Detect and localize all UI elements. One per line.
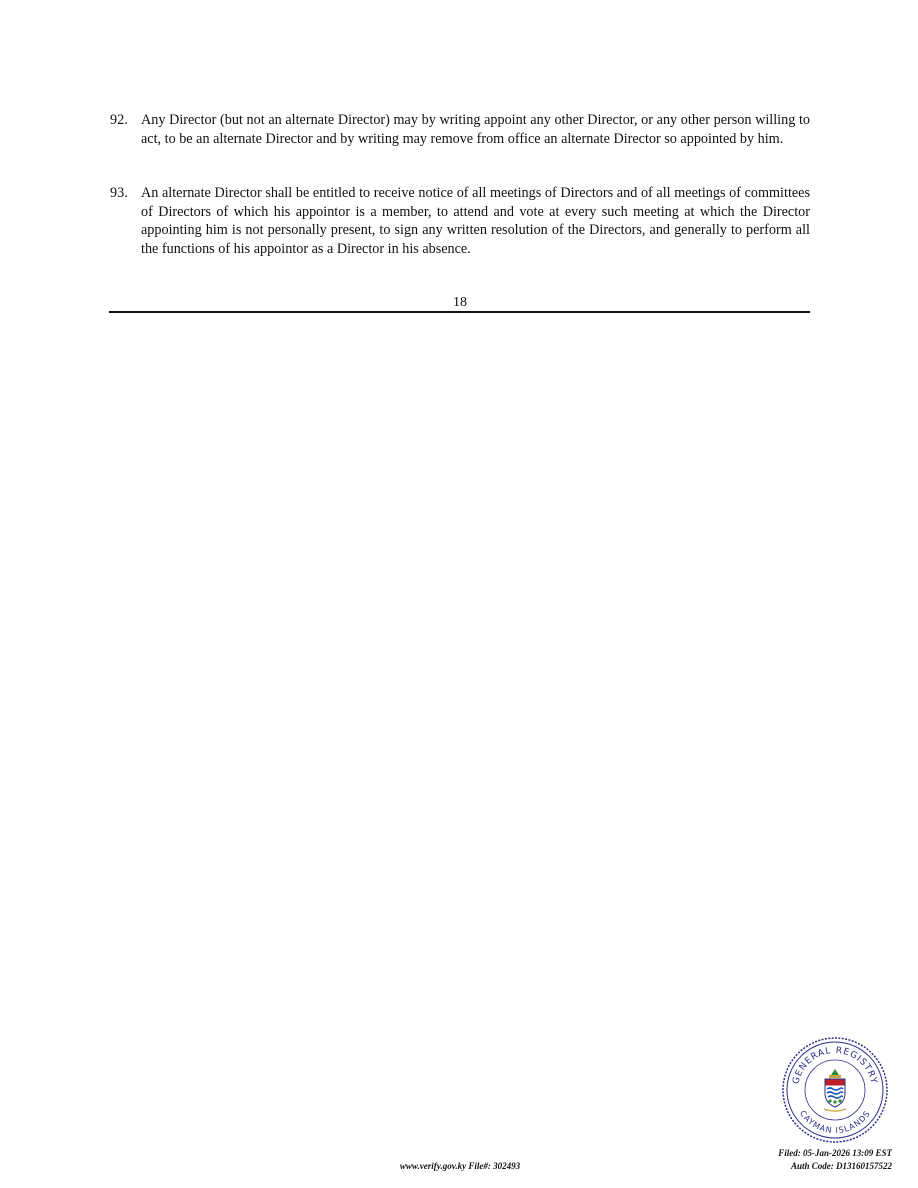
- coat-of-arms-icon: [824, 1069, 846, 1111]
- clause-number: 92.: [110, 112, 128, 128]
- seal-top-text: GENERAL REGISTRY: [791, 1045, 879, 1086]
- clause-92: [110, 111, 810, 148]
- registry-seal-icon: [780, 1035, 890, 1145]
- clause-number: 93.: [110, 185, 128, 201]
- filed-date: Filed: 05-Jan-2026 13:09 EST: [778, 1148, 892, 1158]
- filing-stamp: [740, 1147, 892, 1173]
- seal-bottom-text: CAYMAN ISLANDS: [797, 1108, 873, 1136]
- verify-file-number: www.verify.gov.ky File#: 302493: [399, 1161, 521, 1171]
- clause-text: Any Director (but not an alternate Director) may by writing appoint any other Director, or any other person willing to act, to be an alternate Director and by writing may remove from office an alternate Director so appointed by him.: [141, 112, 810, 147]
- clause-93: [110, 184, 810, 258]
- auth-code: Auth Code: D13160157522: [790, 1161, 892, 1171]
- svg-text:CAYMAN ISLANDS: [798, 1109, 872, 1135]
- clause-text: An alternate Director shall be entitled to receive notice of all meetings of Directors and of all meetings of committees of Directors of which his appointor is a member, to attend and vote at every such meeting at which the Director appointing him is not personally present, to sign any written resolution of the Directors, and generally to perform all the functions of his appointor as a Director in his absence.: [141, 185, 810, 257]
- footer-divider: [109, 311, 810, 313]
- page-number: 18: [453, 295, 467, 310]
